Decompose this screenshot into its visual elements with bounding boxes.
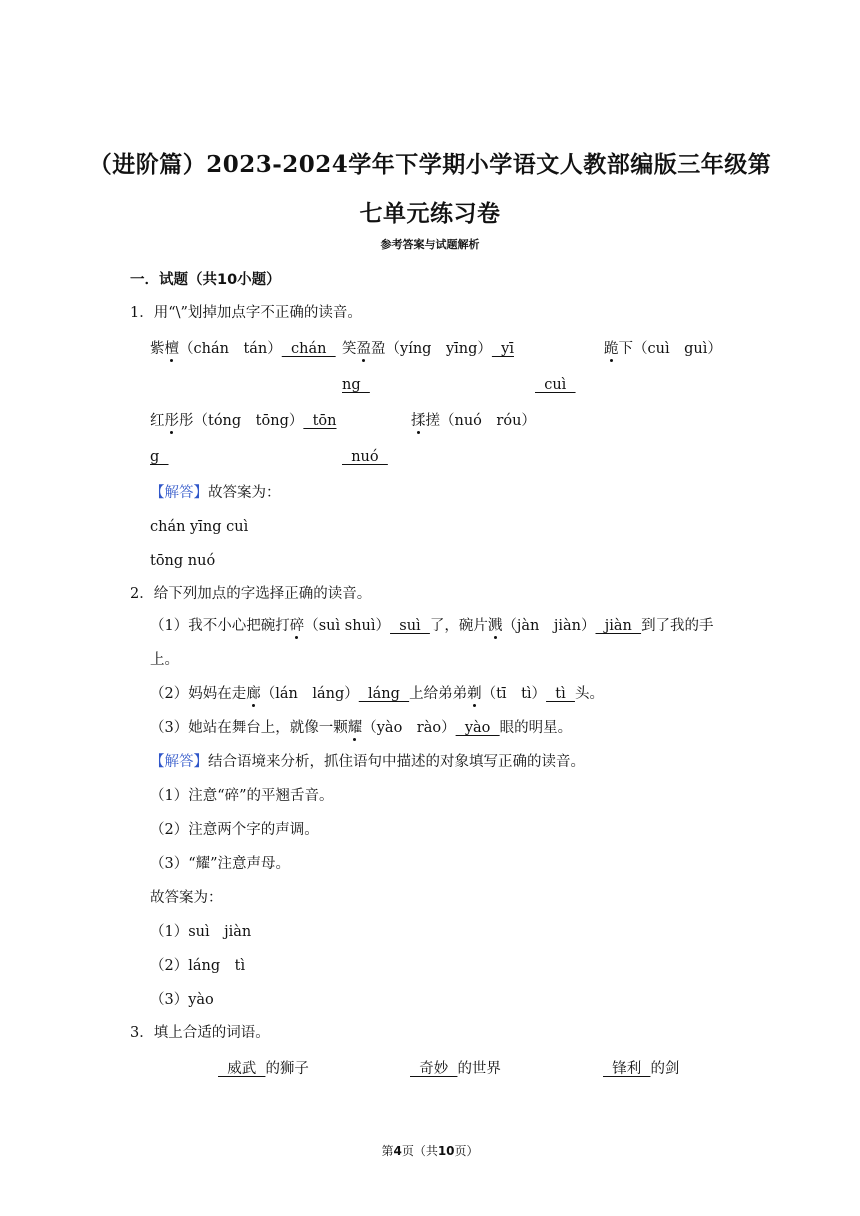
q2-sentence-3: （3）她站在舞台上，就像一颗耀（yào rào） yào 眼的明星。 xyxy=(150,720,573,736)
q1-answer-b-part2: ng xyxy=(342,377,370,393)
doc-subtitle: 参考答案与试题解析 xyxy=(380,238,480,251)
q2-note-3: （3）“耀”注意声母。 xyxy=(150,856,291,872)
q1-item-b: 笑盈盈（yíng yīng） yī xyxy=(342,341,514,357)
q2-note-1: （1）注意“碎”的平翘舌音。 xyxy=(150,788,334,804)
q2-sentence-2: （2）妈妈在走廊（lán láng） láng 上给弟弟剃（tī tì） tì 头。 xyxy=(150,686,604,702)
q2-answer-label: 故答案为： xyxy=(150,890,223,906)
q3-phrase-2: 奇妙 的世界 xyxy=(410,1061,501,1077)
section-heading: 一．试题（共10小题） xyxy=(130,272,281,288)
q1-answer-d-part1: tōn xyxy=(303,413,337,429)
q2-result-2: （2）láng tì xyxy=(150,958,246,974)
q1-answer-c: cuì xyxy=(535,377,576,393)
q3-stem: 3．填上合适的词语。 xyxy=(130,1025,270,1041)
page-footer: 第4页（共10页） xyxy=(381,1144,479,1158)
q2-result-3: （3）yào xyxy=(150,992,214,1008)
q2-solution: 【解答】结合语境来分析，抓住语句中描述的对象填写正确的读音。 xyxy=(150,754,585,770)
q1-item-c: 跪下（cuì guì） xyxy=(604,341,722,357)
doc-title-line1: （进阶篇）2023-2024学年下学期小学语文人教部编版三年级第 xyxy=(88,151,772,178)
q3-phrase-1: 威武 的狮子 xyxy=(218,1061,309,1077)
q2-result-1: （1）suì jiàn xyxy=(150,924,252,940)
q1-item-d: 红彤彤（tóng tōng） tōn xyxy=(150,413,337,429)
q2-stem: 2．给下列加点的字选择正确的读音。 xyxy=(130,586,372,602)
q1-answer-line1: chán yīng cuì xyxy=(150,519,249,535)
q1-answer-b-part1: yī xyxy=(491,341,514,357)
q1-solution: 【解答】故答案为： xyxy=(150,485,281,501)
q1-answer-line2: tōng nuó xyxy=(150,553,216,569)
q2-note-2: （2）注意两个字的声调。 xyxy=(150,822,319,838)
q2-sentence-1-cont: 上。 xyxy=(150,652,179,668)
q2-sentence-1: （1）我不小心把碗打碎（suì shuì） suì 了，碗片溅（jàn jiàn） jiàn 到了我的手 xyxy=(150,618,714,634)
q3-phrase-3: 锋利 的剑 xyxy=(603,1061,680,1077)
solution-tag: 【解答】 xyxy=(150,485,208,501)
q1-item-e: 揉搓（nuó róu） xyxy=(411,413,536,429)
q1-answer-a: chán xyxy=(281,341,336,357)
q1-item-a: 紫檀（chán tán） chán xyxy=(150,341,336,357)
q1-stem: 1．用“\”划掉加点字不正确的读音。 xyxy=(130,305,362,321)
q1-answer-e: nuó xyxy=(342,449,388,465)
solution-tag: 【解答】 xyxy=(150,754,208,770)
doc-title-line2: 七单元练习卷 xyxy=(359,200,501,227)
q1-answer-d-part2: g xyxy=(150,449,169,465)
